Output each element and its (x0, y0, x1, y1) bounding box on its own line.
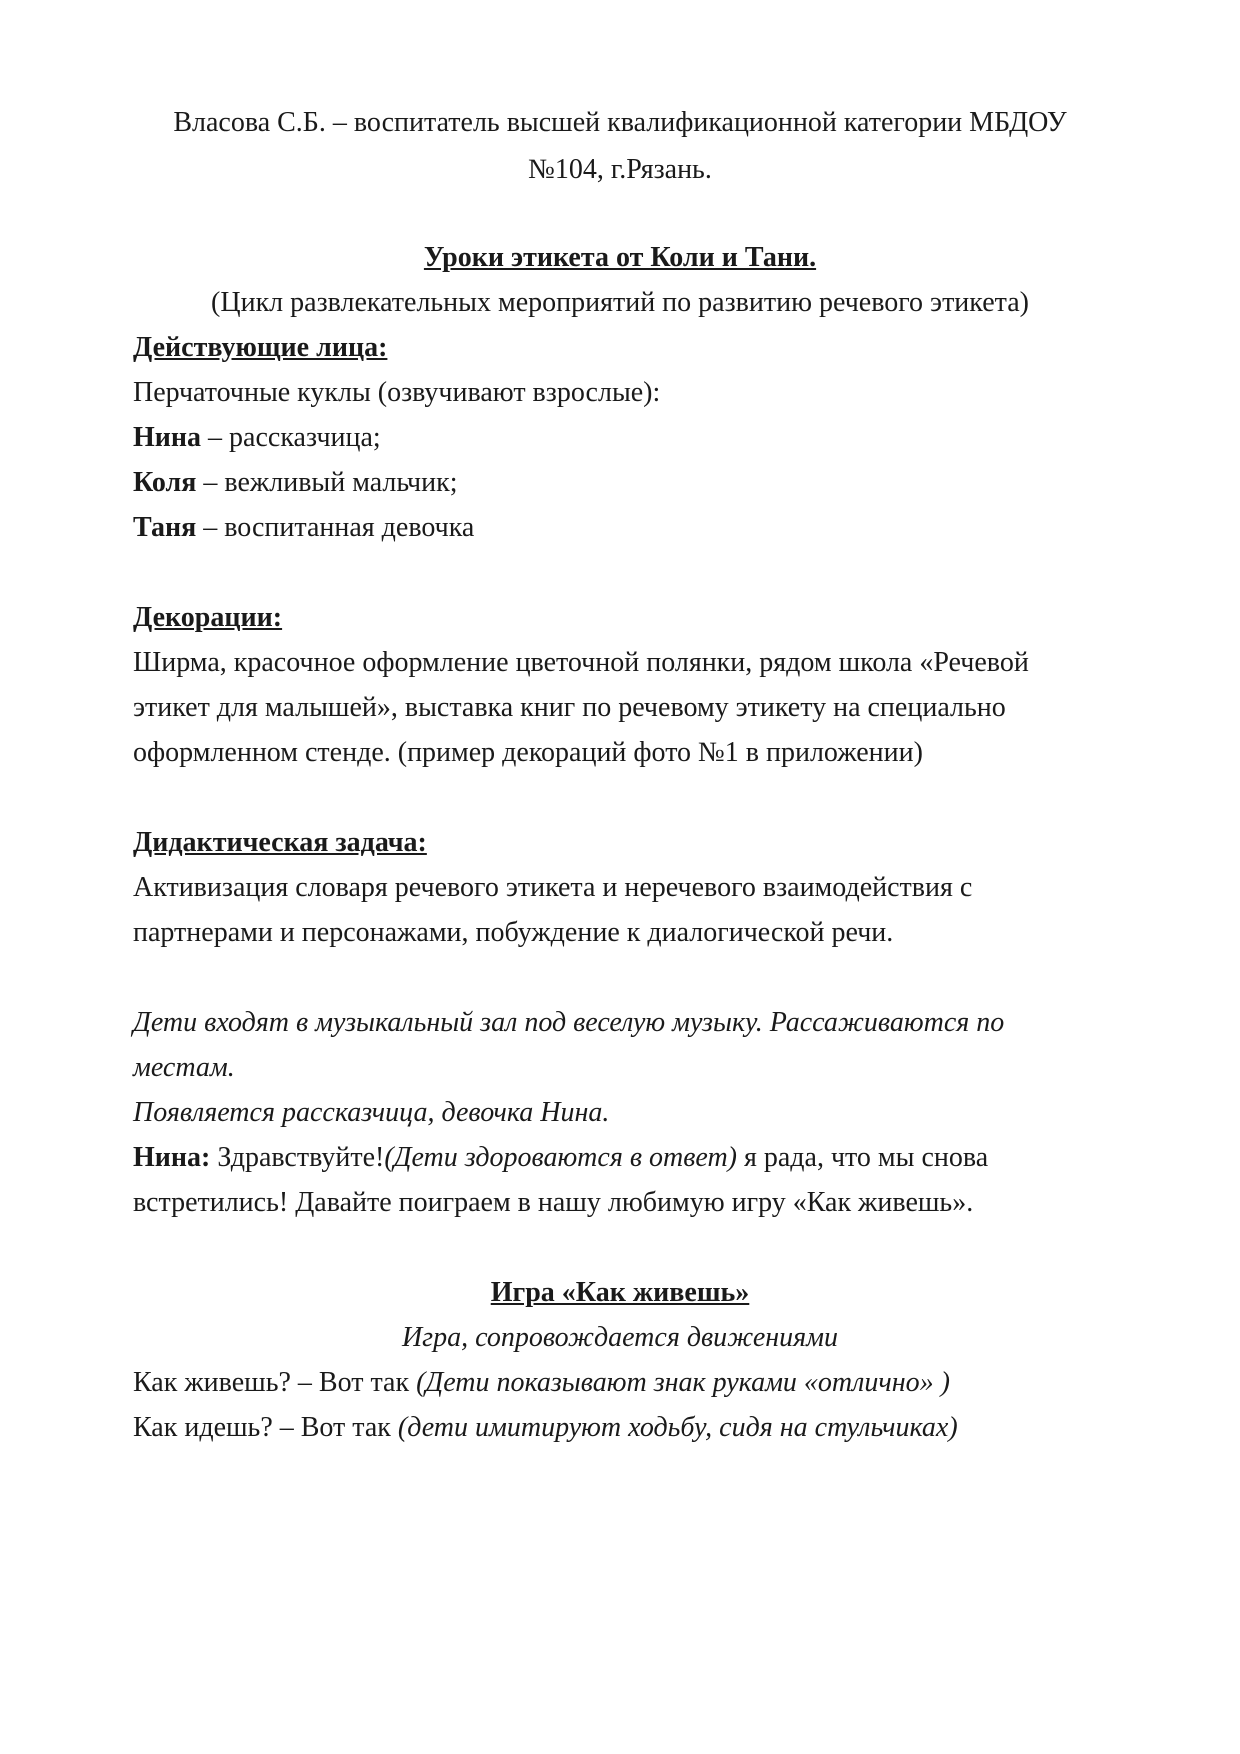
characters-heading: Действующие лица: (133, 332, 388, 363)
character-name: Таня (133, 512, 197, 543)
game-line-text: Как идешь? – Вот так (133, 1412, 398, 1443)
character-item (133, 421, 381, 455)
character-desc: – вежливый мальчик; (196, 467, 458, 498)
character-desc: – воспитанная девочка (196, 512, 475, 543)
stage-direction: местам. (133, 1052, 235, 1083)
character-item (133, 466, 457, 500)
game-line (133, 1411, 958, 1445)
character-item (133, 511, 474, 545)
document-title: Уроки этикета от Коли и Тани. (423, 242, 817, 273)
character-desc: – рассказчица; (201, 422, 381, 453)
speech-text: я рада, что мы снова (736, 1142, 989, 1173)
author-line-2: №104, г.Рязань. (528, 154, 712, 185)
decorations-heading: Декорации: (133, 602, 283, 633)
task-line: Активизация словаря речевого этикета и неречевого взаимодействия с (133, 872, 973, 903)
author-line-1: Власова С.Б. – воспитатель высшей квалификационной категории МБДОУ (173, 107, 1067, 138)
decorations-line: оформленном стенде. (пример декораций фото №1 в приложении) (133, 737, 923, 768)
character-name: Коля (133, 467, 197, 498)
game-line-action: (Дети показывают знак руками «отлично» ) (416, 1367, 950, 1398)
game-heading: Игра «Как живешь» (490, 1277, 750, 1308)
nina-speech-line: встретились! Давайте поиграем в нашу любимую игру «Как живешь». (133, 1187, 974, 1218)
stage-direction: Дети входят в музыкальный зал под веселую музыку. Рассаживаются по (133, 1007, 1005, 1038)
stage-direction: Появляется рассказчица, девочка Нина. (133, 1097, 610, 1128)
game-line-text: Как живешь? – Вот так (133, 1367, 417, 1398)
task-line: партнерами и персонажами, побуждение к диалогической речи. (133, 917, 894, 948)
task-heading: Дидактическая задача: (133, 827, 427, 858)
document-subtitle: (Цикл развлекательных мероприятий по развитию речевого этикета) (211, 287, 1029, 318)
character-name: Нина (133, 422, 202, 453)
nina-speech-line (133, 1141, 988, 1175)
game-line-action: (дети имитируют ходьбу, сидя на стульчиках) (397, 1412, 958, 1443)
speech-direction: (Дети здороваются в ответ) (384, 1142, 737, 1173)
speaker-label: Нина: (133, 1142, 211, 1173)
game-note: Игра, сопровождается движениями (401, 1322, 839, 1353)
speech-text: Здравствуйте! (210, 1142, 385, 1173)
game-line (133, 1366, 950, 1400)
decorations-line: Ширма, красочное оформление цветочной полянки, рядом школа «Речевой (133, 647, 1029, 678)
decorations-line: этикет для малышей», выставка книг по речевому этикету на специально (133, 692, 1006, 723)
characters-intro: Перчаточные куклы (озвучивают взрослые): (133, 377, 661, 408)
